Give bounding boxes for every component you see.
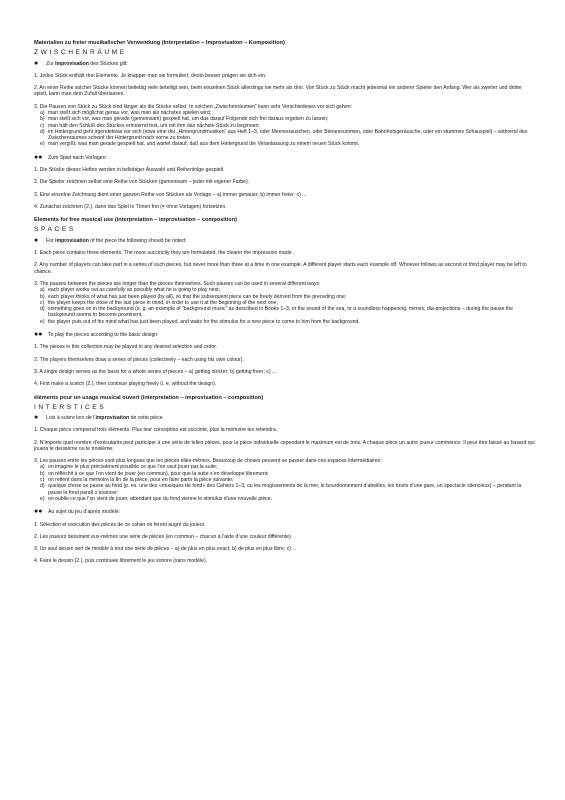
subitem-text: quelque chose se passe au fond (p. ex. une des «musiques de fond» des Cahiers 1–3, ou les mugissements de la mer, le bourdonnement d’abeilles, les bruits d’une gare, un spectacle silencieux) – pendant la pause le fond paraît s’avancer; (48, 483, 522, 496)
paragraph: 4. First make a scetch (2.), then continue playing freely (i. e. without the design). (34, 381, 217, 388)
subitem-text: each player works out as carefully as possibly what he is going to play next; (48, 287, 221, 294)
section-2 (34, 217, 535, 387)
subitem (40, 306, 535, 319)
subitem-text: on réfléchit à ce que l’on vient de jouer (en commun), pour que la suite s’en développe librement; (48, 470, 269, 477)
paragraph: 2. Les joueurs dessinent eux-mêmes une série de pièces (en commun – chacun à l’aide d’une couleur différente). (34, 533, 293, 540)
subitem (40, 129, 535, 142)
subitem-letter: b) (40, 116, 45, 123)
paragraph: 4. Zunächst zeichnen (2.), dann das Spiel in Tönen frei (= ohne Vorlagen) fortsetzen. (34, 203, 227, 210)
section-title: éléments pour un usage musical ouvert (interpretation – improvisation – composition) (34, 394, 264, 401)
subitem-text: man vergißt, was man gerade gespielt hat, und wartet darauf, daß aus dem Hintergrund die Veranlassung zu einem neuen Stück kommt. (48, 141, 360, 148)
paragraph: 3. Un seul dessin sert de modèle à tout une série de pièces – a) de plus en plus exact; b) de plus en plus libre; c) ... (34, 546, 297, 553)
subitem-text: on retient dans la mémoire la fin de la pièce, pour en faire partir la pièce suivante; (48, 477, 234, 484)
paragraph: 3. Eine einzelne Zeichnung dient einer ganzen Reihe von Stücken als Vorlage – a) immer genauer; b) immer freier; c) ... (34, 191, 307, 198)
design-bullet (34, 509, 535, 515)
improvisation-bullet (34, 238, 535, 244)
section-1 (34, 40, 535, 210)
double-bullet-icon: ●● (34, 331, 43, 339)
subitem-text: man stellt sich vor, was man gerade (gemeinsam) gespielt hat, um das darauf Folgende sich frei daraus ergeben zu lassen; (48, 116, 329, 123)
subitem-text: on imagine le plus précisément possible ce que l’on veut jouer par la suite; (48, 464, 218, 471)
paragraph: 3. Die Pausen von Stück zu Stück sind länger als die Stücke selbst. In solchen „Zwischenräumen“ kann sehr Verschiedenes vor sich gehen: (34, 103, 353, 110)
bullet-text: Au sujet du jeu d’après modèle: (48, 509, 121, 516)
bullet-text-bold: Improvisation (55, 60, 89, 67)
bullet-text: To play the pieces according to the basic design: (48, 332, 159, 339)
subitem-letter: e) (40, 495, 45, 502)
subitem-letter: c) (40, 299, 45, 306)
subitem-list (40, 464, 535, 502)
bullet-text-post: de cette pièce. (129, 415, 165, 421)
paragraph: 1. Jedes Stück enthält drei Elemente. Je knapper man sie formuliert, desto besser prägen sie sich ein. (34, 72, 267, 79)
subitem-letter: a) (40, 464, 45, 471)
subitem (40, 319, 535, 325)
design-bullet (34, 155, 535, 161)
subitem-text: something goes on in the background (e. g. an example of “background music” as described in Books 1–3, or the sound of the sea, or a soundless happening, mimes, dia-projections – during the pause the background seems to become prominent. (48, 306, 513, 319)
bullet-text (46, 61, 128, 67)
subitem-list (40, 287, 535, 325)
bullet-text-post: of the piece the following should be noted: (88, 237, 187, 244)
bullet-text-pre: For (46, 237, 56, 244)
subitem-letter: b) (40, 293, 45, 300)
paragraph: 2. Die Spieler zeichnen selbst eine Reihe von Stücken (gemeinsam – jeder mit eigener Farbe). (34, 179, 250, 186)
subitem-text: man stellt sich möglichst genau vor, was man als nächstes spielen wird; (48, 109, 212, 116)
subitem-list (40, 110, 535, 148)
bullet-text-post: des Stückes gilt: (88, 60, 128, 67)
subitem-letter: e) (40, 141, 45, 148)
subitem-letter: d) (40, 483, 45, 490)
paragraph: 2. N’importe quel nombre d’exécutants peut participer à une série de telles pièces, pour la pièce individuelle cependant le maximum est de trois. A chaque pièce un autre joueur commence. Il peut être laissé au hasard qui jouera le deuxième ou le troisième. (34, 439, 535, 452)
bullet-text-bold: improvisation (55, 237, 89, 244)
section-subtitle: INTERSTICES (34, 403, 107, 411)
paragraph: 1. Chaque pièce comprend trois éléments. Plus leur conception est succinte, plus la mémoire les retiendra. (34, 427, 278, 434)
subitem-text: the player puts out of his mind what has just been played, and waits for the stimulus for a new piece to come to him from the background. (48, 318, 360, 325)
subitem-letter: a) (40, 287, 45, 294)
section-subtitle: SPACES (34, 226, 76, 234)
subitem-text: man hält den Schluß des Stückes erinnernd fest, um mit ihm das nächste Stück zu beginnen; (48, 122, 260, 129)
bullet-dot-icon: ● (34, 236, 39, 244)
subitem (40, 141, 535, 147)
improvisation-bullet (34, 415, 535, 421)
improvisation-bullet (34, 61, 535, 67)
subitem-letter: d) (40, 306, 45, 313)
section-subtitle: ZWISCHENRÄUME (34, 49, 127, 56)
section-3 (34, 395, 535, 565)
paragraph: 1. The pieces in this collection may be played in any desired selection and order. (34, 344, 218, 351)
paragraph: 3. Les pauses entre les pièces sont plus longues que les pièces elles-mêmes. Beaucoup de choses peuvent se passer dans ces espaces intermédiaires: (34, 458, 382, 465)
bullet-text-pre: Zur (46, 60, 56, 67)
bullet-text: Zum Spiel nach Vorlagen: (48, 154, 107, 161)
bullet-text-bold: improvisation (95, 415, 130, 421)
subitem-letter: c) (40, 122, 45, 129)
bullet-dot-icon: ● (34, 59, 39, 67)
bullet-dot-icon: ● (34, 414, 39, 421)
section-title: Elements for free musical use (interpretation – improvisation – composition) (34, 217, 237, 224)
paragraph: 4. Faire le dessin (2.), puis continuee librement le jeu sonore (sans modèle). (34, 558, 208, 565)
double-bullet-icon: ●● (34, 508, 43, 516)
paragraph: 1. Sélection et exécution des pièces de ce cahier se feront augré du joueur. (34, 521, 206, 528)
subitem-letter: a) (40, 109, 45, 116)
section-title: Materialien zu freier musikalischer Verwendung (Interpretation – Improvisation – Komposition) (34, 40, 285, 46)
bullet-text-pre: Lois à suivre lors de l’ (46, 415, 96, 421)
subitem-letter: b) (40, 470, 45, 477)
subitem-letter: d) (40, 128, 45, 135)
subitem-text: im Hintergrund geht irgendetwas vor sich (etwa eine der „Hintergrundmusiken“ aus Heft 1–3, oder Meeresrauschen, oder Bienensummen, oder Bahnhofsgeräusche, oder ein stummes Schauspiel) – während des Zwischenraumes scheint der Hintergrund nach vorne zu treten. (48, 128, 528, 142)
paragraph: 2. An einer Reihe solcher Stücke können beliebig viele beteiligt sein, beim einzelnen Stück allerdings nie mehr als drei. Von Stück zu Stück macht jedesmal ein anderer Spieler den Anfang. Wer als zweiter und dritter spielt, kann man dem Zufall überlassen. (34, 85, 522, 98)
subitem (40, 496, 535, 502)
bullet-text (46, 238, 186, 244)
paragraph: 3. The pauses between the pieces are longer than the pieces themselves. Such pauses can be used in several different ways: (34, 280, 321, 287)
subitem-text: on oublie ce que l’on vient de jouer, attendant que du fond vienne le stimulus d’une nouvelle pièce. (48, 495, 273, 502)
subitem-text: each player thinks of what has just been played (by all), so that the subsequent piece can be freely derived from the preceding one; (48, 293, 347, 300)
paragraph: 2. The players themselves draw a series of pieces (collectively – each using his own colour). (34, 356, 244, 363)
subitem-text: the player keeps the close of the last piece in mind, in order to use it at the beginning of the next one; (48, 299, 278, 306)
paragraph: 3. A single design serves as the basis for a whole series of pieces – a) getting stricter; b) getting freer; c) ... (34, 368, 277, 375)
subitem (40, 483, 535, 496)
paragraph: 1. Die Stücke dieses Heftes werden in beliebiger Auswahl und Reihenfolge gespielt. (34, 167, 225, 174)
bullet-text (46, 415, 164, 421)
design-bullet (34, 332, 535, 338)
paragraph: 1. Each piece contains three elements. The more succinctly they are formulated, the clearer the impression made. (34, 250, 294, 257)
subitem-letter: c) (40, 477, 45, 484)
subitem-letter: e) (40, 318, 45, 325)
double-bullet-icon: ●● (34, 153, 43, 161)
paragraph: 2. Any number of players can take part in a series of such pieces, but never more than three at a time in one example. A different player starts each example off. Whoever follows as second or third player may be left to chance. (34, 262, 527, 275)
